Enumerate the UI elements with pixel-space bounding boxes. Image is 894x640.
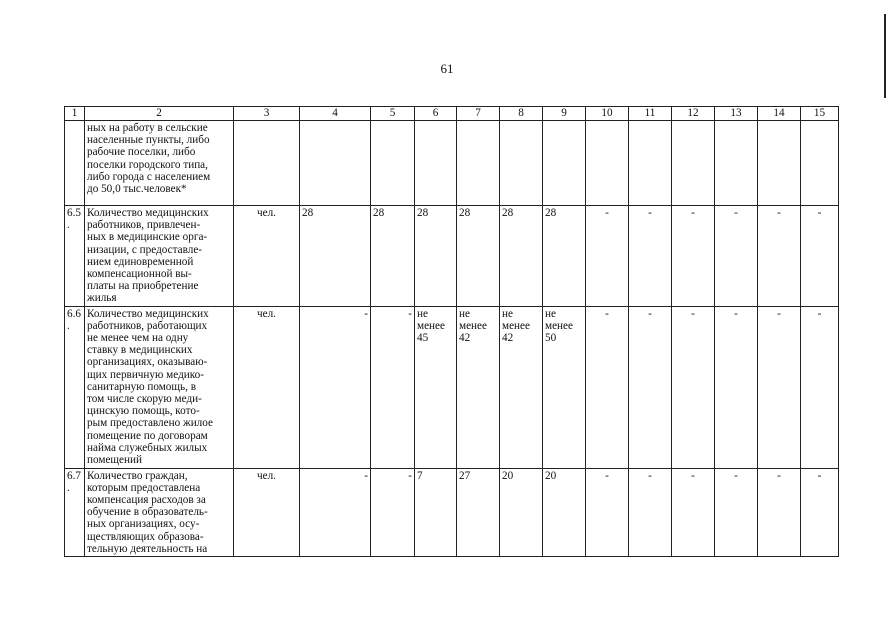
description-line: компенсация расходов за — [87, 494, 206, 507]
column-header: 5 — [371, 107, 415, 121]
value-cell: - — [672, 468, 715, 556]
description-line: ных организациях, осу- — [87, 518, 200, 531]
column-header: 12 — [672, 107, 715, 121]
column-header: 4 — [300, 107, 371, 121]
value-line: менее — [545, 319, 573, 332]
value-cell: 20 — [500, 468, 543, 556]
row-unit — [234, 121, 300, 206]
column-header: 14 — [758, 107, 801, 121]
row-number: 6.6. — [65, 306, 85, 468]
value-cell — [500, 306, 543, 468]
value-cell: 20 — [543, 468, 586, 556]
value-cell: - — [758, 306, 801, 468]
description-line: Количество медицинских — [87, 307, 209, 320]
value-line: не — [417, 307, 428, 320]
description-line: щих первичную медико- — [87, 368, 204, 381]
value-cell: - — [300, 468, 371, 556]
row-description — [85, 206, 234, 307]
value-cell: - — [715, 306, 758, 468]
value-cell: - — [672, 206, 715, 307]
row-number: 6.7. — [65, 468, 85, 556]
header-row — [65, 107, 839, 121]
value-cell: - — [801, 306, 839, 468]
value-line: 42 — [502, 332, 514, 345]
description-line: ных на работу в сельские — [87, 122, 208, 134]
row-number: 6.5. — [65, 206, 85, 307]
value-cell — [371, 121, 415, 206]
description-line: тельную деятельность на — [87, 542, 208, 555]
value-cell: 27 — [457, 468, 500, 556]
column-header: 8 — [500, 107, 543, 121]
value-line: менее — [459, 319, 487, 332]
value-line: менее — [417, 319, 445, 332]
description-line: не менее чем на одну — [87, 332, 189, 345]
row-description — [85, 468, 234, 556]
value-cell — [586, 121, 629, 206]
value-line: не — [459, 307, 470, 320]
value-cell — [300, 121, 371, 206]
column-header: 15 — [801, 107, 839, 121]
value-cell — [457, 121, 500, 206]
value-cell — [715, 121, 758, 206]
value-cell — [672, 121, 715, 206]
value-cell: - — [300, 306, 371, 468]
column-header: 3 — [234, 107, 300, 121]
value-cell: 28 — [543, 206, 586, 307]
description-line: рабочие поселки, либо — [87, 146, 196, 159]
description-line: до 50,0 тыс.человек* — [87, 183, 187, 196]
value-cell: 28 — [300, 206, 371, 307]
description-line: ставку в медицинских — [87, 344, 193, 357]
description-line: жилья — [87, 292, 117, 305]
column-header: 11 — [629, 107, 672, 121]
value-cell: 28 — [500, 206, 543, 307]
value-cell: 28 — [415, 206, 457, 307]
value-cell: - — [715, 206, 758, 307]
row-unit: чел. — [234, 206, 300, 307]
description-line: санитарную помощь, в — [87, 380, 196, 393]
description-line: низации, с предоставле- — [87, 243, 203, 256]
value-cell: - — [586, 206, 629, 307]
description-line: платы на приобретение — [87, 280, 199, 293]
row-description — [85, 121, 234, 206]
table-row — [65, 306, 839, 468]
value-cell: - — [586, 306, 629, 468]
description-line: нием единовременной — [87, 255, 194, 268]
value-cell: 7 — [415, 468, 457, 556]
value-cell — [758, 121, 801, 206]
value-cell — [500, 121, 543, 206]
column-header: 9 — [543, 107, 586, 121]
description-line: Количество медицинских — [87, 207, 209, 219]
value-line: не — [545, 307, 556, 320]
description-line: том числе скорую меди- — [87, 393, 202, 406]
column-header: 1 — [65, 107, 85, 121]
description-line: работников, работающих — [87, 319, 208, 332]
value-cell: - — [758, 206, 801, 307]
description-line: найма служебных жилых — [87, 441, 208, 454]
value-cell — [543, 121, 586, 206]
description-line: цинскую помощь, кото- — [87, 405, 200, 418]
column-header: 6 — [415, 107, 457, 121]
description-line: поселки городского типа, — [87, 158, 208, 171]
description-line: помещений — [87, 454, 142, 467]
value-cell: - — [629, 306, 672, 468]
column-header: 10 — [586, 107, 629, 121]
value-cell — [801, 121, 839, 206]
description-line: которым предоставлена — [87, 481, 201, 494]
description-line: либо города с населением — [87, 170, 211, 183]
column-header: 2 — [85, 107, 234, 121]
value-cell: 28 — [457, 206, 500, 307]
value-cell: 28 — [371, 206, 415, 307]
description-line: компенсационной вы- — [87, 268, 192, 281]
column-header: 7 — [457, 107, 500, 121]
value-cell: - — [629, 206, 672, 307]
value-cell: - — [629, 468, 672, 556]
description-line: обучение в образователь- — [87, 506, 208, 519]
row-unit: чел. — [234, 468, 300, 556]
value-line: не — [502, 307, 513, 320]
value-cell: - — [801, 206, 839, 307]
row-description — [85, 306, 234, 468]
page-number: 61 — [440, 61, 454, 76]
value-cell: - — [371, 468, 415, 556]
description-line: ных в медицинские орга- — [87, 231, 208, 244]
description-line: помещение по договорам — [87, 429, 208, 442]
row-unit: чел. — [234, 306, 300, 468]
table-row — [65, 468, 839, 556]
value-cell: - — [672, 306, 715, 468]
value-cell — [543, 306, 586, 468]
description-line: ществляющих образова- — [87, 530, 204, 543]
table-row — [65, 121, 839, 206]
value-cell — [457, 306, 500, 468]
value-cell: - — [371, 306, 415, 468]
description-line: организациях, оказываю- — [87, 356, 208, 369]
value-cell: - — [715, 468, 758, 556]
data-table — [64, 106, 839, 557]
description-line: рым предоставлено жилое — [87, 417, 213, 430]
table-row — [65, 206, 839, 307]
value-cell: - — [758, 468, 801, 556]
description-line: работников, привлечен- — [87, 219, 201, 232]
description-line: Количество граждан, — [87, 469, 188, 482]
row-number — [65, 121, 85, 206]
value-line: 45 — [417, 332, 429, 345]
value-cell: - — [586, 468, 629, 556]
value-line: 50 — [545, 332, 557, 345]
value-line: 42 — [459, 332, 471, 345]
value-cell — [415, 306, 457, 468]
column-header: 13 — [715, 107, 758, 121]
value-cell — [629, 121, 672, 206]
page-edge-mark — [884, 14, 886, 98]
value-cell: - — [801, 468, 839, 556]
value-line: менее — [502, 319, 530, 332]
description-line: населенные пункты, либо — [87, 134, 210, 147]
value-cell — [415, 121, 457, 206]
